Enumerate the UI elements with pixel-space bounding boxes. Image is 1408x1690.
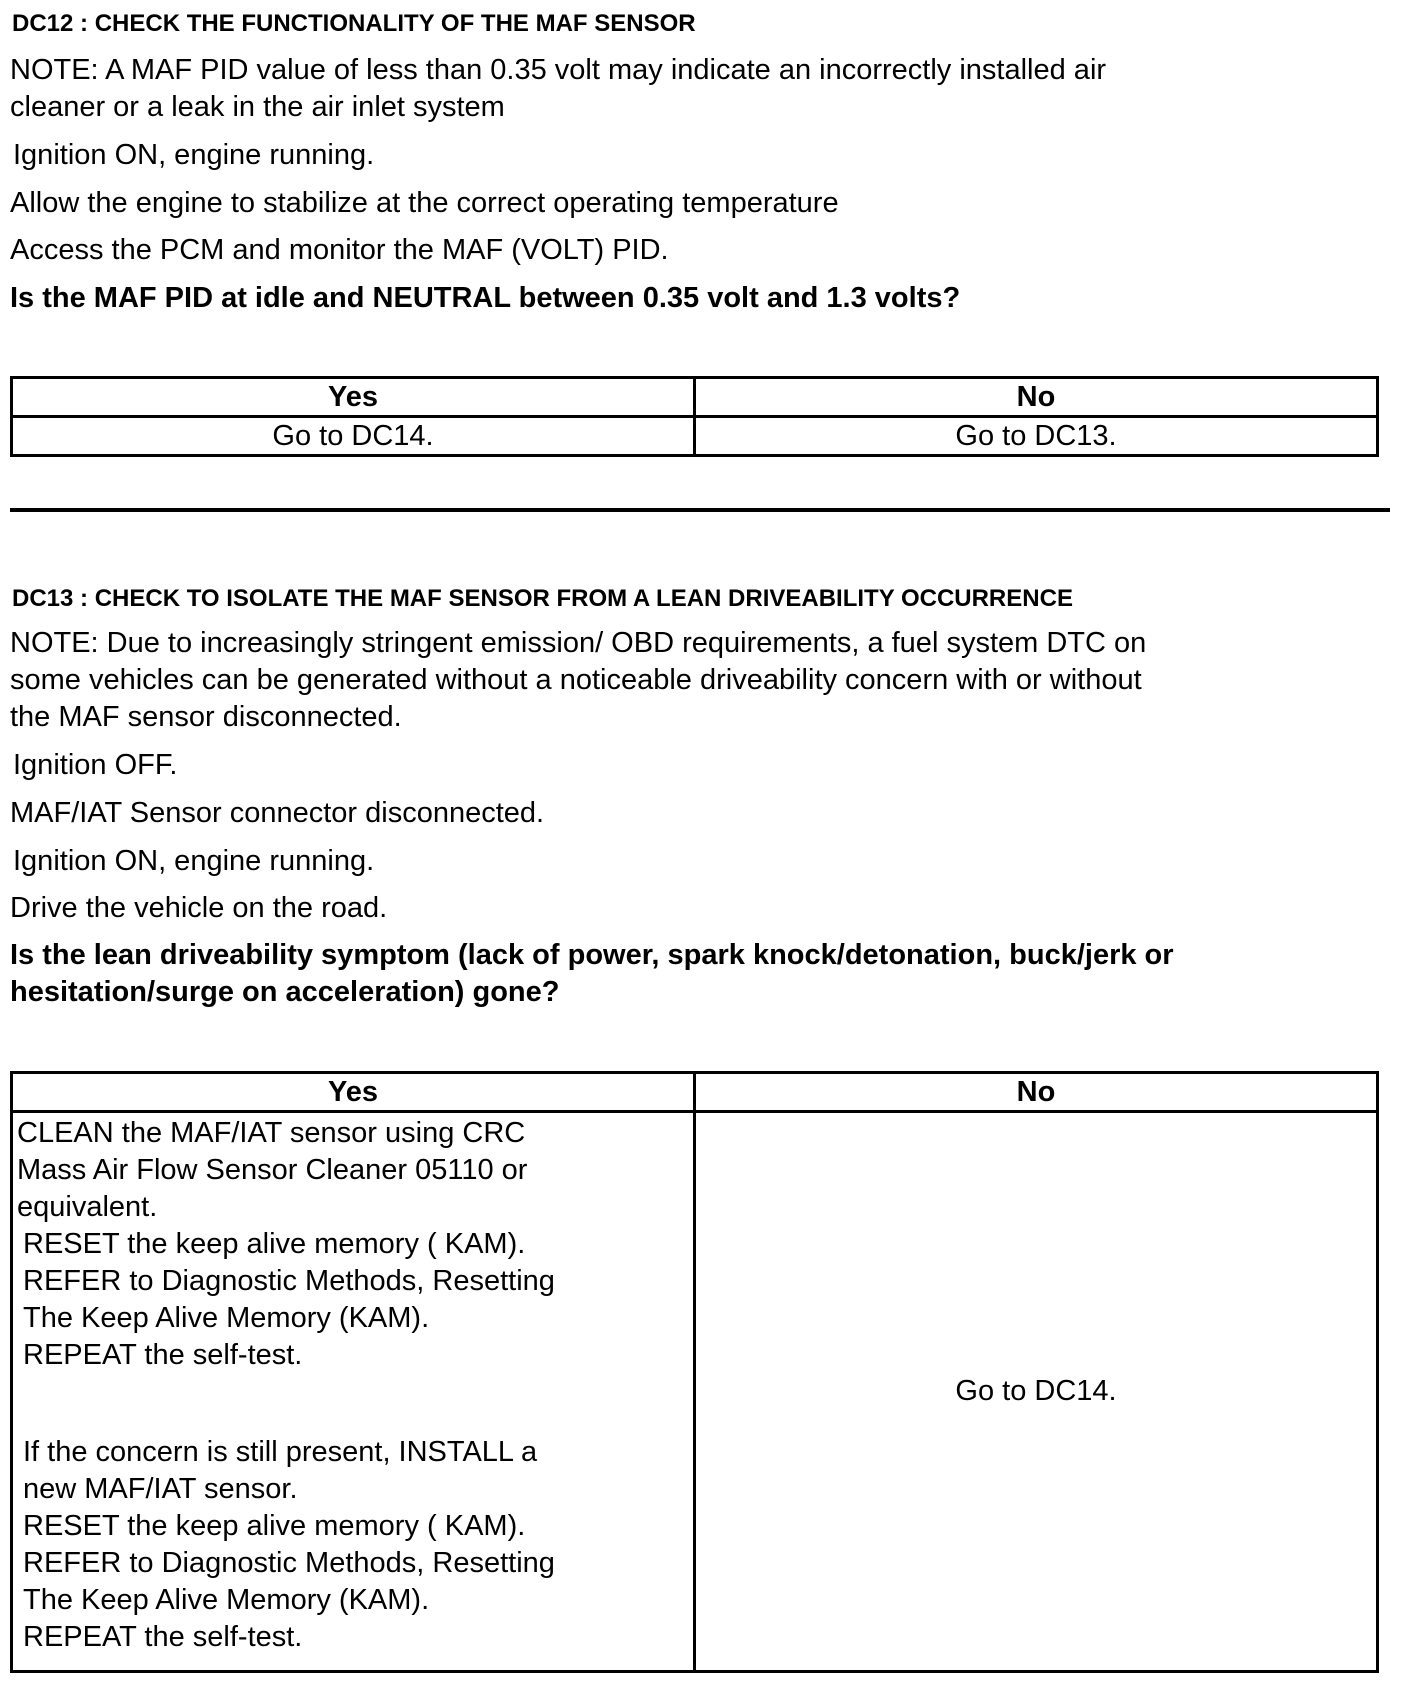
yes-line: CLEAN the MAF/IAT sensor using CRC	[17, 1117, 526, 1149]
dc13-result-table	[10, 1071, 1379, 1673]
yes-line: Mass Air Flow Sensor Cleaner 05110 or	[17, 1154, 528, 1186]
dc13-note-line: the MAF sensor disconnected.	[10, 701, 402, 733]
no-header: No	[695, 1073, 1378, 1112]
yes-header: Yes	[12, 378, 695, 417]
dc12-step: Access the PCM and monitor the MAF (VOLT) PID.	[10, 234, 669, 266]
dc12-question: Is the MAF PID at idle and NEUTRAL between 0.35 volt and 1.3 volts?	[10, 282, 961, 314]
dc13-note-line: some vehicles can be generated without a noticeable driveability concern with or without	[10, 664, 1142, 696]
yes-line: new MAF/IAT sensor.	[23, 1473, 298, 1505]
dc13-title: DC13 : CHECK TO ISOLATE THE MAF SENSOR FROM A LEAN DRIVEABILITY OCCURRENCE	[12, 585, 1073, 612]
yes-action: Go to DC14.	[12, 417, 695, 456]
section-divider	[10, 508, 1390, 512]
yes-line: RESET the keep alive memory ( KAM).	[23, 1228, 526, 1260]
yes-header: Yes	[12, 1073, 695, 1112]
dc12-result-table	[10, 376, 1379, 457]
dc12-title: DC12 : CHECK THE FUNCTIONALITY OF THE MAF SENSOR	[12, 10, 696, 37]
dc13-step: Ignition OFF.	[13, 749, 178, 781]
no-action: Go to DC13.	[695, 417, 1378, 456]
no-header: No	[695, 378, 1378, 417]
dc12-step: Ignition ON, engine running.	[13, 139, 375, 171]
dc13-note-line: NOTE: Due to increasingly stringent emission/ OBD requirements, a fuel system DTC on	[10, 627, 1147, 659]
yes-line: equivalent.	[17, 1191, 158, 1223]
dc12-note-line: cleaner or a leak in the air inlet system	[10, 91, 505, 123]
yes-line: The Keep Alive Memory (KAM).	[23, 1584, 430, 1616]
yes-line: REFER to Diagnostic Methods, Resetting	[23, 1547, 555, 1579]
dc13-step: MAF/IAT Sensor connector disconnected.	[10, 797, 545, 829]
no-action: Go to DC14.	[695, 1112, 1378, 1672]
dc12-note-line: NOTE: A MAF PID value of less than 0.35 volt may indicate an incorrectly installed air	[10, 54, 1107, 86]
yes-action	[12, 1112, 695, 1672]
yes-line: If the concern is still present, INSTALL a	[23, 1436, 538, 1468]
dc13-step: Drive the vehicle on the road.	[10, 892, 388, 924]
yes-line: REFER to Diagnostic Methods, Resetting	[23, 1265, 555, 1297]
yes-line: REPEAT the self-test.	[23, 1339, 303, 1371]
dc13-question: Is the lean driveability symptom (lack of power, spark knock/detonation, buck/jerk or hesitation/surge on acceleration) gone?	[10, 939, 1174, 1008]
yes-line: RESET the keep alive memory ( KAM).	[23, 1510, 526, 1542]
yes-line: REPEAT the self-test.	[23, 1621, 303, 1653]
dc12-step: Allow the engine to stabilize at the correct operating temperature	[10, 187, 839, 219]
yes-line: The Keep Alive Memory (KAM).	[23, 1302, 430, 1334]
dc13-step: Ignition ON, engine running.	[13, 845, 375, 877]
